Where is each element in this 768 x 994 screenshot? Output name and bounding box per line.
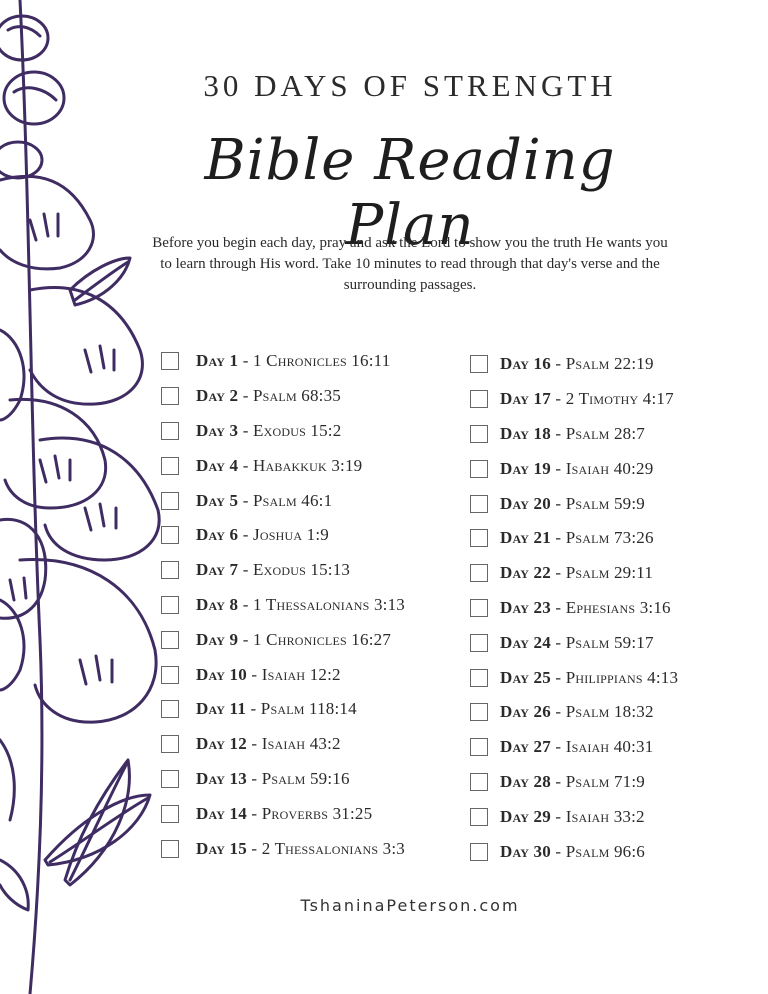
day-checkbox[interactable]: [470, 495, 488, 513]
list-item: Day 6 - Joshua 1:9: [161, 518, 461, 553]
day-checkbox[interactable]: [161, 526, 179, 544]
day-number: Day 3: [196, 420, 239, 440]
day-number: Day 4: [196, 455, 239, 475]
list-item: Day 18 - Psalm 28:7: [470, 417, 768, 452]
list-item: Day 22 - Psalm 29:11: [470, 556, 768, 591]
day-number: Day 6: [196, 525, 239, 545]
list-item: Day 26 - Psalm 18:32: [470, 695, 768, 730]
day-checkbox[interactable]: [470, 425, 488, 443]
list-item: Day 14 - Proverbs 31:25: [161, 796, 461, 831]
verse-reference: Psalm 71:9: [565, 771, 646, 791]
day-number: Day 28: [500, 771, 551, 791]
verse-reference: 1 Chronicles 16:27: [253, 629, 392, 649]
verse-reference: 2 Thessalonians 3:3: [261, 838, 406, 858]
reading-list-left: [161, 344, 461, 866]
list-item: Day 24 - Psalm 59:17: [470, 625, 768, 660]
list-item: Day 10 - Isaiah 12:2: [161, 657, 461, 692]
list-item: Day 30 - Psalm 96:6: [470, 834, 768, 869]
day-number: Day 18: [500, 423, 551, 443]
list-item: Day 16 - Psalm 22:19: [470, 347, 768, 382]
day-number: Day 12: [196, 734, 247, 754]
day-checkbox[interactable]: [470, 460, 488, 478]
list-item: Day 12 - Isaiah 43:2: [161, 727, 461, 762]
page-title: Bible Reading Plan: [204, 128, 616, 258]
day-number: Day 24: [500, 632, 551, 652]
day-number: Day 2: [196, 386, 239, 406]
list-item: Day 25 - Philippians 4:13: [470, 660, 768, 695]
day-checkbox[interactable]: [161, 631, 179, 649]
list-item: Day 28 - Psalm 71:9: [470, 765, 768, 800]
verse-reference: Isaiah 12:2: [261, 664, 341, 684]
intro-text: Before you begin each day, pray and ask the Lord to show you the truth He wants you to learn through His word. Take 10 minutes to read through that day's verse and the surrounding passages.: [152, 235, 668, 293]
list-item: Day 11 - Psalm 118:14: [161, 692, 461, 727]
verse-reference: Psalm 59:9: [565, 493, 646, 513]
day-number: Day 5: [196, 490, 239, 510]
day-checkbox[interactable]: [470, 599, 488, 617]
day-number: Day 20: [500, 493, 551, 513]
day-number: Day 17: [500, 389, 551, 409]
day-number: Day 15: [196, 838, 247, 858]
verse-reference: Ephesians 3:16: [565, 597, 671, 617]
day-checkbox[interactable]: [161, 457, 179, 475]
list-item: Day 15 - 2 Thessalonians 3:3: [161, 831, 461, 866]
day-number: Day 29: [500, 806, 551, 826]
website-footer: TshaninaPeterson.com: [300, 896, 520, 915]
day-number: Day 30: [500, 841, 551, 861]
day-number: Day 14: [196, 803, 247, 823]
day-number: Day 26: [500, 702, 551, 722]
list-item: Day 17 - 2 Timothy 4:17: [470, 382, 768, 417]
day-checkbox[interactable]: [161, 387, 179, 405]
day-number: Day 13: [196, 768, 247, 788]
day-number: Day 16: [500, 354, 551, 374]
list-item: Day 19 - Isaiah 40:29: [470, 451, 768, 486]
day-checkbox[interactable]: [470, 355, 488, 373]
day-checkbox[interactable]: [161, 561, 179, 579]
list-item: Day 20 - Psalm 59:9: [470, 486, 768, 521]
list-item: Day 13 - Psalm 59:16: [161, 762, 461, 797]
day-number: Day 8: [196, 594, 239, 614]
verse-reference: Exodus 15:2: [253, 420, 342, 440]
day-checkbox[interactable]: [161, 666, 179, 684]
verse-reference: Psalm 46:1: [253, 490, 333, 510]
day-checkbox[interactable]: [470, 564, 488, 582]
verse-reference: Joshua 1:9: [253, 525, 329, 545]
day-checkbox[interactable]: [470, 808, 488, 826]
list-item: Day 8 - 1 Thessalonians 3:13: [161, 588, 461, 623]
verse-reference: Proverbs 31:25: [261, 803, 373, 823]
list-item: Day 21 - Psalm 73:26: [470, 521, 768, 556]
day-number: Day 25: [500, 667, 551, 687]
verse-reference: Psalm 68:35: [253, 386, 341, 406]
day-checkbox[interactable]: [470, 773, 488, 791]
verse-reference: Philippians 4:13: [565, 667, 679, 687]
day-checkbox[interactable]: [470, 703, 488, 721]
verse-reference: Psalm 29:11: [565, 563, 654, 583]
day-checkbox[interactable]: [161, 700, 179, 718]
verse-reference: 2 Timothy 4:17: [565, 389, 674, 409]
list-item: Day 9 - 1 Chronicles 16:27: [161, 622, 461, 657]
verse-reference: Psalm 73:26: [565, 528, 654, 548]
list-item: Day 27 - Isaiah 40:31: [470, 730, 768, 765]
day-number: Day 9: [196, 629, 239, 649]
verse-reference: Exodus 15:13: [253, 560, 351, 580]
list-item: Day 7 - Exodus 15:13: [161, 553, 461, 588]
verse-reference: Psalm 59:16: [261, 768, 350, 788]
verse-reference: Psalm 59:17: [565, 632, 654, 652]
verse-reference: Psalm 96:6: [565, 841, 646, 861]
day-number: Day 27: [500, 737, 551, 757]
verse-reference: Isaiah 40:31: [565, 737, 654, 757]
day-number: Day 22: [500, 563, 551, 583]
day-checkbox[interactable]: [161, 352, 179, 370]
list-item: Day 23 - Ephesians 3:16: [470, 591, 768, 626]
day-checkbox[interactable]: [161, 735, 179, 753]
day-checkbox[interactable]: [161, 422, 179, 440]
plan-kicker: 30 DAYS OF STRENGTH: [203, 68, 617, 103]
day-checkbox[interactable]: [161, 840, 179, 858]
day-checkbox[interactable]: [470, 529, 488, 547]
day-number: Day 21: [500, 528, 551, 548]
verse-reference: Habakkuk 3:19: [253, 455, 363, 475]
day-number: Day 23: [500, 597, 551, 617]
list-item: Day 1 - 1 Chronicles 16:11: [161, 344, 461, 379]
verse-reference: Psalm 18:32: [565, 702, 654, 722]
verse-reference: Isaiah 33:2: [565, 806, 645, 826]
verse-reference: Isaiah 43:2: [261, 734, 341, 754]
list-item: Day 5 - Psalm 46:1: [161, 483, 461, 518]
day-checkbox[interactable]: [470, 843, 488, 861]
day-checkbox[interactable]: [161, 805, 179, 823]
list-item: Day 29 - Isaiah 33:2: [470, 799, 768, 834]
reading-list-right: [470, 347, 768, 869]
list-item: Day 2 - Psalm 68:35: [161, 379, 461, 414]
verse-reference: Isaiah 40:29: [565, 458, 654, 478]
day-checkbox[interactable]: [470, 390, 488, 408]
list-item: Day 3 - Exodus 15:2: [161, 414, 461, 449]
day-number: Day 7: [196, 560, 239, 580]
day-number: Day 19: [500, 458, 551, 478]
verse-reference: Psalm 22:19: [565, 354, 654, 374]
verse-reference: Psalm 28:7: [565, 423, 646, 443]
day-checkbox[interactable]: [470, 669, 488, 687]
verse-reference: Psalm 118:14: [260, 699, 357, 719]
day-checkbox[interactable]: [161, 492, 179, 510]
day-checkbox[interactable]: [470, 738, 488, 756]
day-number: Day 1: [196, 351, 239, 371]
day-checkbox[interactable]: [161, 596, 179, 614]
day-number: Day 11: [196, 699, 247, 719]
verse-reference: 1 Thessalonians 3:13: [253, 594, 406, 614]
verse-reference: 1 Chronicles 16:11: [253, 351, 391, 371]
day-checkbox[interactable]: [470, 634, 488, 652]
day-checkbox[interactable]: [161, 770, 179, 788]
list-item: Day 4 - Habakkuk 3:19: [161, 448, 461, 483]
day-number: Day 10: [196, 664, 247, 684]
